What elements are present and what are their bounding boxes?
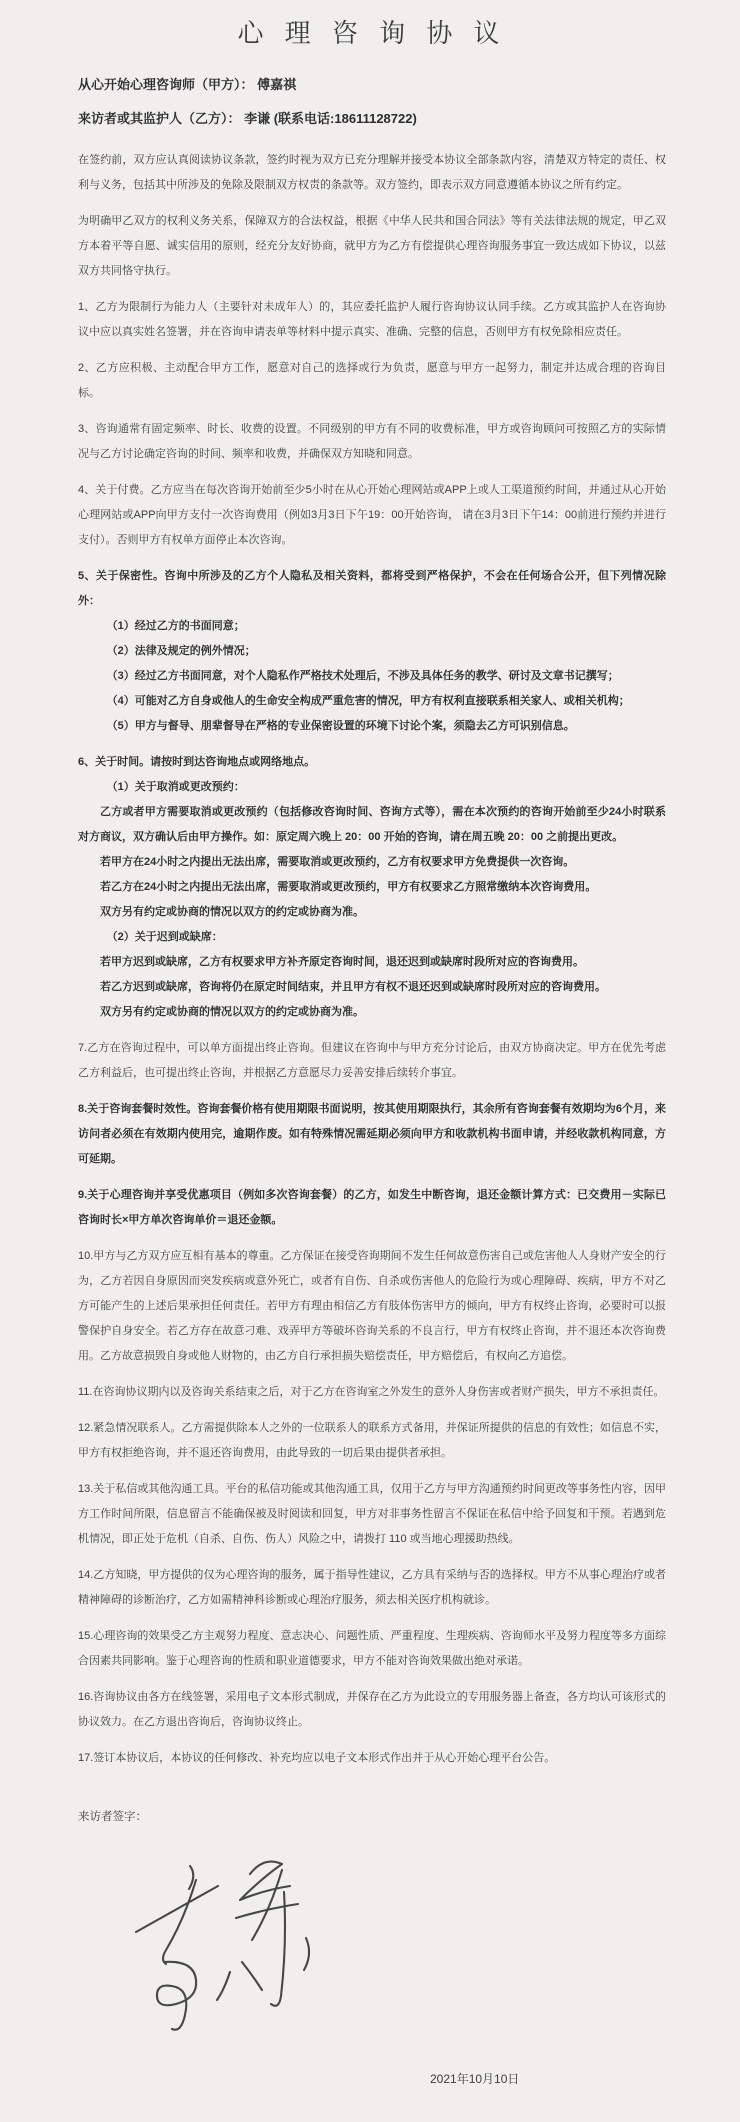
clause-paragraph: （1）关于取消或更改预约： <box>106 781 245 793</box>
signature-scribble <box>130 1840 340 2036</box>
clause-paragraph: （5）甲方与督导、朋辈督导在严格的专业保密设置的环境下讨论个案，须隐去乙方可识别信息。 <box>106 720 575 732</box>
clause-paragraph: 2、乙方应积极、主动配合甲方工作，愿意对自己的选择或行为负责，愿意与甲方一起努力，制定并达成合理的咨询目标。 <box>78 362 666 399</box>
clause-paragraph: 若甲方在24小时之内提出无法出席，需要取消或更改预约，乙方有权要求甲方免费提供一次咨询。 <box>100 856 575 868</box>
clause-paragraph: 16.咨询协议由各方在线签署，采用电子文本形式制成，并保存在乙方为此设立的专用服务器上备查，各方均认可该形式的协议效力。在乙方退出咨询后，咨询协议终止。 <box>78 1691 666 1728</box>
clause-paragraph: （4）可能对乙方自身或他人的生命安全构成严重危害的情况，甲方有权利直接联系相关家人、或相关机构； <box>106 695 630 707</box>
clause-paragraph: 10.甲方与乙方双方应互相有基本的尊重。乙方保证在接受咨询期间不发生任何故意伤害自己或危害他人人身财产安全的行为，乙方若因自身原因而突发疾病或意外死亡，或者有自伤、自杀或伤害他人的危险行为或心理障碍、疾病，甲方不对乙方可能产生的上述后果承担任何责任。若甲方有理由相信乙方有肢体伤害甲方的倾向，甲方有权终止咨询，必要时可以报警保护自身安全。若乙方存在故意刁难、戏弄甲方等破坏咨询关系的不良言行，甲方有权终止咨询，并不退还本次咨询费用。乙方故意损毁自身或他人财物的，由乙方自行承担损失赔偿责任，甲方赔偿后，有权向乙方追偿。 <box>78 1250 666 1362</box>
clause-paragraph: （2）关于迟到或缺席： <box>106 931 223 943</box>
clause-block <box>78 1685 666 1735</box>
clause-block <box>78 1183 666 1233</box>
clause-paragraph: 9.关于心理咨询并享受优惠项目（例如多次咨询套餐）的乙方，如发生中断咨询，退还金额计算方式：已交费用－实际已咨询时长×甲方单次咨询单价＝退还金额。 <box>78 1189 666 1226</box>
clause-paragraph: 15.心理咨询的效果受乙方主观努力程度、意志决心、问题性质、严重程度、生理疾病、咨询师水平及努力程度等多方面综合因素共同影响。鉴于心理咨询的性质和职业道德要求，甲方不能对咨询效果做出绝对承诺。 <box>78 1630 666 1667</box>
clause-block <box>78 1097 666 1172</box>
clause-block <box>78 1624 666 1674</box>
clause-block <box>78 478 666 553</box>
party-a-line: 从心开始心理咨询师（甲方）： 傅嘉祺 <box>78 77 297 92</box>
clause-block <box>78 295 666 345</box>
clause-block <box>78 209 666 284</box>
clause-block <box>78 1746 666 1771</box>
signature-label: 来访者签字： <box>78 1811 147 1823</box>
page-title: 心 理 咨 询 协 议 <box>237 18 507 48</box>
clause-block <box>78 356 666 406</box>
clause-paragraph: （3）经过乙方书面同意，对个人隐私作严格技术处理后，不涉及具体任务的教学、研讨及文章书记撰写； <box>106 670 619 682</box>
clause-paragraph: 8.关于咨询套餐时效性。咨询套餐价格有使用期限书面说明，按其使用期限执行，其余所有咨询套餐有效期均为6个月，来访问者必须在有效期内使用完，逾期作废。如有特殊情况需延期必须向甲方和收款机构书面申请，并经收款机构同意，方可延期。 <box>78 1103 666 1165</box>
party-b-line: 来访者或其监护人（乙方）： 李谦 (联系电话:18611128722) <box>78 111 417 126</box>
clause-paragraph: 若乙方在24小时之内提出无法出席，需要取消或更改预约，甲方有权要求乙方照常缴纳本次咨询费用。 <box>100 881 597 893</box>
clause-paragraph: 在签约前，双方应认真阅读协议条款，签约时视为双方已充分理解并接受本协议全部条款内容，清楚双方特定的责任、权利与义务，包括其中所涉及的免除及限制双方权责的条款等。双方签约，即表示双方同意遵循本协议之所有约定。 <box>78 154 666 191</box>
clause-paragraph: 若乙方迟到或缺席，咨询将仍在原定时间结束，并且甲方有权不退还迟到或缺席时段所对应的咨询费用。 <box>100 981 606 993</box>
clause-paragraph: 11.在咨询协议期内以及咨询关系结束之后，对于乙方在咨询室之外发生的意外人身伤害或者财产损失，甲方不承担责任。 <box>78 1386 665 1398</box>
clause-paragraph: 5、关于保密性。咨询中所涉及的乙方个人隐私及相关资料，都将受到严格保护，不会在任何场合公开，但下列情况除外： <box>78 570 666 607</box>
clause-block <box>78 1244 666 1369</box>
clause-paragraph: 乙方或者甲方需要取消或更改预约（包括修改咨询时间、咨询方式等），需在本次预约的咨询开始前至少24小时联系对方商议，双方确认后由甲方操作。如：原定周六晚上 20：00 开始的咨询，请在周五晚 20：00 之前提出更改。 <box>78 806 666 843</box>
clause-paragraph: 双方另有约定或协商的情况以双方的约定或协商为准。 <box>100 1006 364 1018</box>
clause-paragraph: 6、关于时间。请按时到达咨询地点或网络地点。 <box>78 756 316 768</box>
clause-paragraph: （1）经过乙方的书面同意； <box>106 620 245 632</box>
clause-block <box>78 1477 666 1552</box>
clause-block <box>78 750 666 1025</box>
clause-block <box>78 1380 666 1405</box>
clause-block <box>78 1416 666 1466</box>
clause-block <box>78 564 666 739</box>
clause-paragraph: 4、关于付费。乙方应当在每次咨询开始前至少5小时在从心开始心理网站或APP上或人工渠道预约时间，并通过从心开始心理网站或APP向甲方支付一次咨询费用（例如3月3日下午19：00开始咨询， 请在3月3日下午14：00前进行预约并进行支付）。否则甲方有权单方面停止本次咨询。 <box>78 484 666 546</box>
clause-paragraph: 12.紧急情况联系人。乙方需提供除本人之外的一位联系人的联系方式备用，并保证所提供的信息的有效性；如信息不实，甲方有权拒绝咨询，并不退还咨询费用，由此导致的一切后果由提供者承担。 <box>78 1422 666 1459</box>
clause-paragraph: 若甲方迟到或缺席，乙方有权要求甲方补齐原定咨询时间，退还迟到或缺席时段所对应的咨询费用。 <box>100 956 584 968</box>
clause-paragraph: 17.签订本协议后，本协议的任何修改、补充均应以电子文本形式作出并于从心开始心理平台公告。 <box>78 1752 556 1764</box>
handwritten-signature-icon <box>130 1840 340 2036</box>
clause-paragraph: 13.关于私信或其他沟通工具。平台的私信功能或其他沟通工具，仅用于乙方与甲方沟通预约时间更改等事务性内容，因甲方工作时间所限，信息留言不能确保被及时阅读和回复，甲方对非事务性留言不保证在私信中给予回复和干预。若遇到危机情况，即正处于危机（自杀、自伤、伤人）风险之中，请拨打 110 或当地心理援助热线。 <box>78 1483 666 1545</box>
clause-block <box>78 148 666 198</box>
signature-date: 2021年10月10日 <box>430 2072 520 2086</box>
clauses-body <box>78 148 666 1771</box>
clause-paragraph: 双方另有约定或协商的情况以双方的约定或协商为准。 <box>100 906 364 918</box>
clause-paragraph: 为明确甲乙双方的权利义务关系，保障双方的合法权益，根据《中华人民共和国合同法》等有关法律法规的规定，甲乙双方本着平等自愿、诚实信用的原则，经充分友好协商，就甲方为乙方有偿提供心理咨询服务事宜一致达成如下协议，以兹双方共同恪守执行。 <box>78 215 666 277</box>
clause-paragraph: 7.乙方在咨询过程中，可以单方面提出终止咨询。但建议在咨询中与甲方充分讨论后，由双方协商决定。甲方在优先考虑乙方利益后，也可提出终止咨询，并根据乙方意愿尽力妥善安排后续转介事宜。 <box>78 1042 666 1079</box>
clause-paragraph: （2）法律及规定的例外情况； <box>106 645 256 657</box>
clause-paragraph: 14.乙方知晓，甲方提供的仅为心理咨询的服务，属于指导性建议，乙方具有采纳与否的选择权。甲方不从事心理治疗或者精神障碍的诊断治疗，乙方如需精神科诊断或心理治疗服务，须去相关医疗机构就诊。 <box>78 1569 666 1606</box>
clause-block <box>78 1563 666 1613</box>
clause-block <box>78 1036 666 1086</box>
clause-block <box>78 417 666 467</box>
clause-paragraph: 3、咨询通常有固定频率、时长、收费的设置。不同级别的甲方有不同的收费标准，甲方或咨询顾问可按照乙方的实际情况与乙方讨论确定咨询的时间、频率和收费，并确保双方知晓和同意。 <box>78 423 666 460</box>
clause-paragraph: 1、乙方为限制行为能力人（主要针对未成年人）的，其应委托监护人履行咨询协议认同手续。乙方或其监护人在咨询协议中应以真实姓名签署，并在咨询申请表单等材料中提示真实、准确、完整的信息，否则甲方有权免除相应责任。 <box>78 301 666 338</box>
